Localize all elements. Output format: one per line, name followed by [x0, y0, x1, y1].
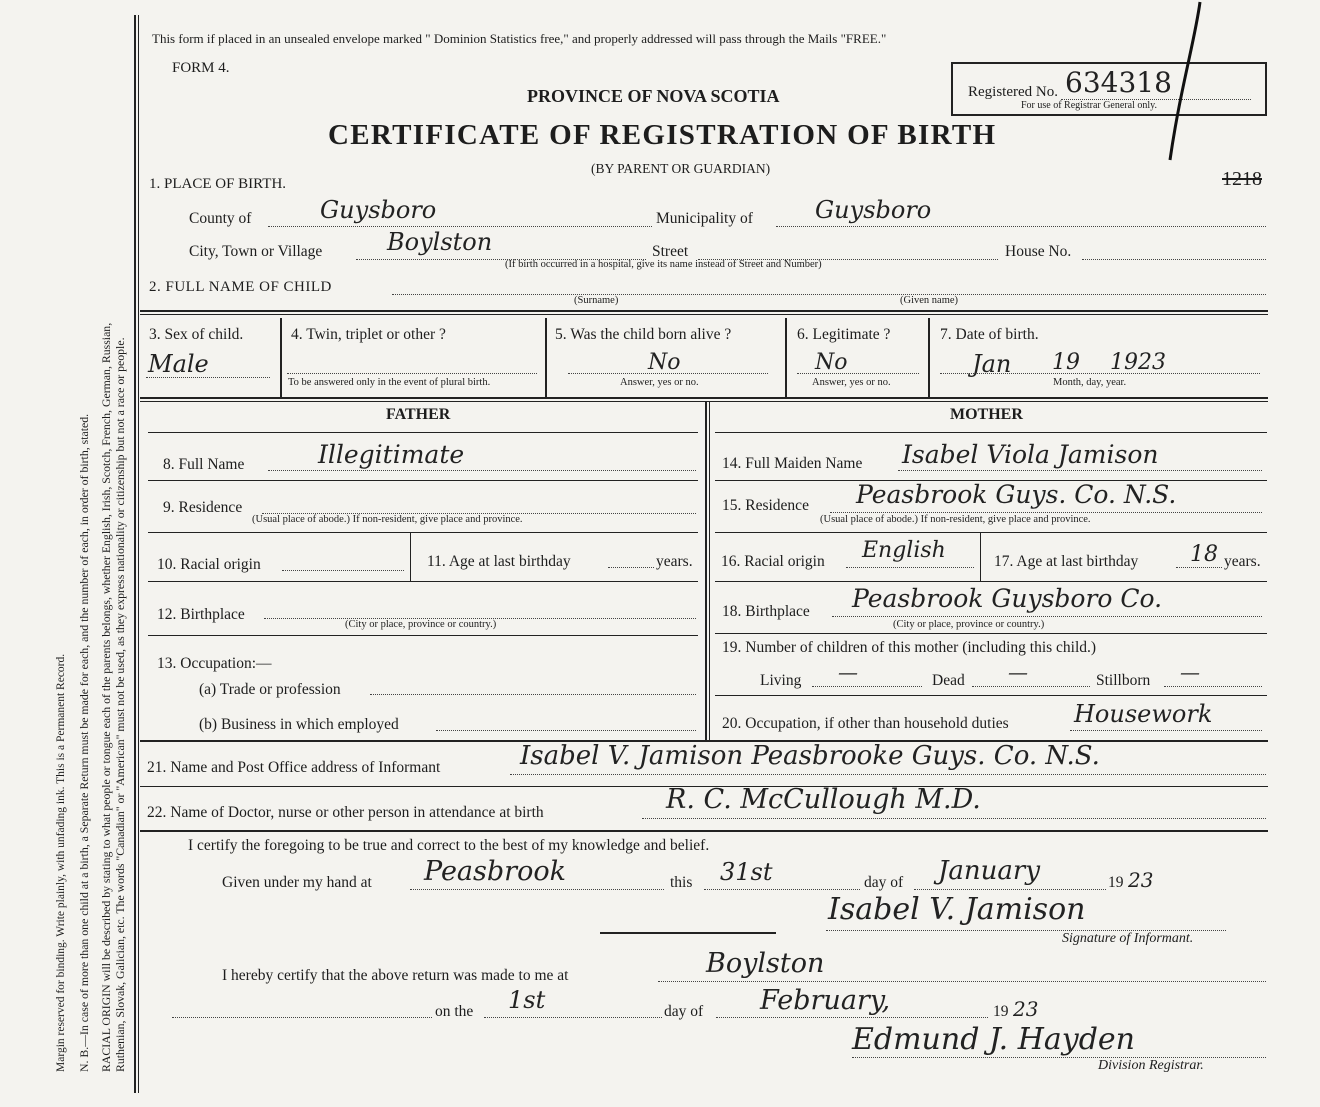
father-birthplace-caption: (City or place, province or country.) [345, 619, 497, 630]
certify-statement: I certify the foregoing to be true and correct to the best of my knowledge and belief. [188, 837, 710, 854]
margin-racial-note-1: RACIAL ORIGIN will be described by stating to what people or tongue each of the parents belongs, whether English, Irish, Scotch, French, German, Russian, [99, 322, 113, 1072]
informant-signature-caption: Signature of Informant. [1062, 931, 1194, 946]
mother-age-unit: years. [1224, 553, 1261, 570]
living-label: Living [760, 672, 802, 689]
mother-heading: MOTHER [950, 406, 1023, 423]
margin-rule [134, 15, 136, 1093]
dob-day: 19 [1052, 350, 1080, 375]
given-day-value: 31st [720, 858, 773, 886]
stillborn-label: Stillborn [1096, 672, 1151, 689]
twin-label: 4. Twin, triplet or other ? [291, 326, 446, 343]
on-the-label: on the [435, 1003, 474, 1020]
registrar-day-value: 1st [508, 986, 546, 1014]
living-value: — [838, 660, 858, 684]
legitimate-label: 6. Legitimate ? [797, 326, 891, 343]
margin-binding-note: Margin reserved for binding. Write plainly, with unfading ink. This is a Permanent Record. [55, 653, 67, 1072]
given-month-value: January [938, 856, 1041, 886]
province-heading: PROVINCE OF NOVA SCOTIA [527, 86, 780, 106]
margin-racial-note-2: Ruthenian, Slovak, Galician, etc. The words "Canadian" or "American" must not be used, as they express nationality or citizenship but not a race or people. [113, 337, 127, 1072]
county-label: County of [189, 210, 252, 227]
doctor-value: R. C. McCullough M.D. [666, 784, 981, 815]
child-name-label: 2. FULL NAME OF CHILD [149, 279, 332, 295]
mother-residence-label: 15. Residence [722, 497, 809, 514]
form-number: FORM 4. [172, 60, 230, 76]
county-value: Guysboro [320, 196, 437, 224]
father-trade-label: (a) Trade or profession [199, 681, 341, 698]
mother-racial-label: 16. Racial origin [721, 553, 825, 570]
legitimate-value: No [815, 350, 848, 375]
mother-birthplace-caption: (City or place, province or country.) [893, 619, 1045, 630]
mother-birthplace-value: Peasbrook Guysboro Co. [852, 584, 1163, 613]
father-heading: FATHER [386, 406, 451, 423]
father-name-label: 8. Full Name [163, 456, 245, 473]
registrar-month-value: February, [760, 985, 891, 1016]
mother-racial-value: English [862, 538, 946, 563]
doctor-label: 22. Name of Doctor, nurse or other person in attendance at birth [147, 804, 544, 821]
father-name-value: Illegitimate [318, 440, 465, 469]
informant-value: Isabel V. Jamison Peasbrooke Guys. Co. N.S. [520, 741, 1100, 771]
surname-caption: (Surname) [574, 295, 619, 306]
father-occupation-label: 13. Occupation:— [157, 655, 272, 672]
city-value: Boylston [387, 228, 493, 256]
dob-caption: Month, day, year. [1053, 377, 1127, 388]
given-year-suffix: 23 [1128, 868, 1154, 892]
place-of-birth-heading: 1. PLACE OF BIRTH. [149, 176, 287, 192]
given-year-prefix: 19 [1108, 874, 1124, 891]
alive-label: 5. Was the child born alive ? [555, 326, 732, 343]
mail-note: This form if placed in an unsealed envelope marked " Dominion Statistics free," and properly addressed will pass through the Mails "FREE." [152, 31, 887, 46]
dob-month: Jan [972, 350, 1012, 378]
registered-number: 634318 [1065, 66, 1172, 99]
given-name-caption: (Given name) [900, 295, 959, 306]
this-label: this [670, 874, 693, 891]
registrar-day-of-label: day of [664, 1003, 704, 1020]
hospital-note: (If birth occurred in a hospital, give its name instead of Street and Number) [505, 259, 822, 270]
dob-year: 1923 [1110, 350, 1166, 375]
mother-age-value: 18 [1190, 542, 1218, 567]
house-label: House No. [1005, 243, 1072, 260]
dead-label: Dead [932, 672, 965, 689]
mother-birthplace-label: 18. Birthplace [722, 603, 810, 620]
alive-value: No [648, 350, 681, 375]
date-of-birth-label: 7. Date of birth. [940, 326, 1039, 343]
stillborn-value: — [1180, 660, 1200, 684]
municipality-value: Guysboro [815, 196, 932, 224]
sex-label: 3. Sex of child. [149, 326, 244, 343]
mother-name-value: Isabel Viola Jamison [902, 440, 1159, 469]
registrar-year-prefix: 19 [993, 1003, 1009, 1020]
sex-value: Male [148, 350, 209, 378]
registrar-year-suffix: 23 [1013, 997, 1039, 1021]
street-label: Street [652, 243, 689, 260]
registration-box [951, 62, 1267, 116]
given-under-label: Given under my hand at [222, 874, 372, 891]
father-business-label: (b) Business in which employed [199, 716, 399, 733]
mother-age-label: 17. Age at last birthday [994, 553, 1139, 570]
corner-note: 1218 [1222, 168, 1262, 190]
informant-signature: Isabel V. Jamison [828, 892, 1086, 927]
father-age-label: 11. Age at last birthday [427, 553, 571, 570]
alive-caption: Answer, yes or no. [620, 377, 699, 388]
certificate-subtitle: (BY PARENT OR GUARDIAN) [591, 161, 771, 176]
margin-nb-note: N. B.—In case of more than one child at a birth, a Separate Return must be made for each, and the number of each, in order of birth, stated. [77, 413, 91, 1072]
registrar-use-note: For use of Registrar General only. [1021, 100, 1157, 111]
pen-stroke [1150, 0, 1210, 170]
father-birthplace-label: 12. Birthplace [157, 606, 245, 623]
informant-label: 21. Name and Post Office address of Informant [147, 759, 441, 776]
twin-note: To be answered only in the event of plural birth. [288, 377, 491, 388]
father-residence-label: 9. Residence [163, 499, 243, 516]
municipality-label: Municipality of [656, 210, 753, 227]
dead-value: — [1008, 660, 1028, 684]
mother-occupation-value: Housework [1074, 700, 1213, 728]
certificate-title: CERTIFICATE OF REGISTRATION OF BIRTH [328, 119, 997, 151]
registrar-signature: Edmund J. Hayden [852, 1022, 1135, 1057]
father-residence-caption: (Usual place of abode.) If non-resident, give place and province. [252, 514, 523, 525]
registered-label: Registered No. [968, 84, 1058, 100]
city-label: City, Town or Village [189, 243, 323, 260]
registrar-certify: I hereby certify that the above return was made to me at [222, 967, 569, 984]
margin-rule-inner [138, 15, 139, 1093]
mother-occupation-label: 20. Occupation, if other than household duties [722, 715, 1009, 732]
father-racial-label: 10. Racial origin [157, 556, 261, 573]
given-place-value: Peasbrook [424, 856, 566, 887]
given-day-of-label: day of [864, 874, 904, 891]
mother-residence-caption: (Usual place of abode.) If non-resident, give place and province. [820, 514, 1091, 525]
legitimate-caption: Answer, yes or no. [812, 377, 891, 388]
registrar-place-value: Boylston [706, 948, 825, 979]
registrar-signature-caption: Division Registrar. [1098, 1058, 1204, 1073]
father-age-unit: years. [656, 553, 693, 570]
mother-name-label: 14. Full Maiden Name [722, 455, 863, 472]
mother-children-label: 19. Number of children of this mother (including this child.) [722, 639, 1097, 656]
mother-residence-value: Peasbrook Guys. Co. N.S. [856, 480, 1177, 509]
